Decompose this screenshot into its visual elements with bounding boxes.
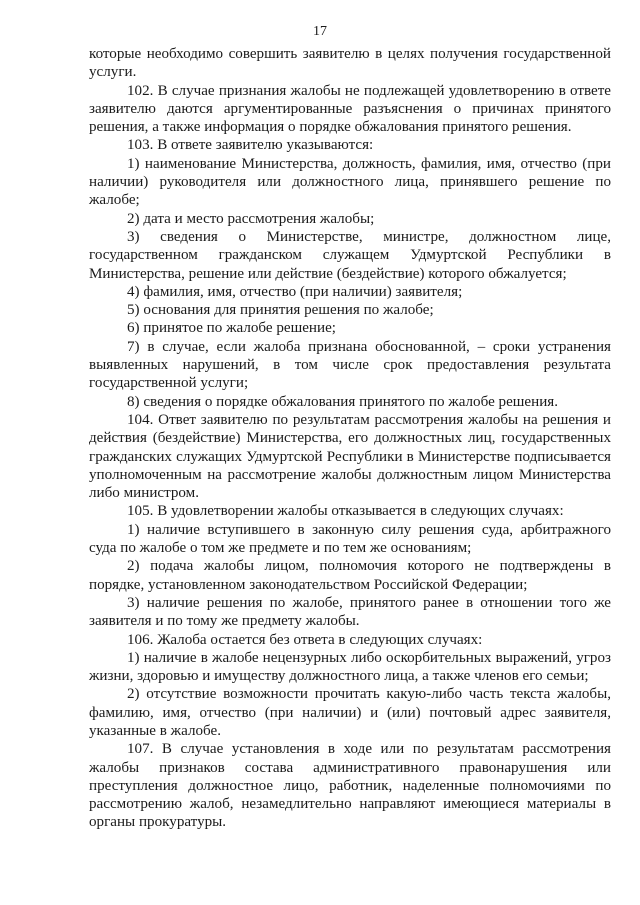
paragraph: 4) фамилия, имя, отчество (при наличии) заявителя; bbox=[127, 283, 463, 300]
paragraph: 3) наличие решения по жалобе, принятого ранее в отношении того же заявителя и по тому же предмету жалобы. bbox=[89, 594, 611, 630]
paragraph: 106. Жалоба остается без ответа в следующих случаях: bbox=[127, 631, 483, 648]
paragraph: 107. В случае установления в ходе или по результатам рассмотрения жалобы признаков состава административного правонарушения или преступления должностное лицо, работник, наделенные полномочиями по рассмотрению жалоб, незамедлительно направляют имеющиеся материалы в органы прокуратуры. bbox=[89, 741, 611, 831]
paragraph: 103. В ответе заявителю указываются: bbox=[127, 137, 374, 154]
paragraph: 5) основания для принятия решения по жалобе; bbox=[127, 302, 434, 319]
document-body bbox=[89, 45, 611, 832]
paragraph: 1) наличие в жалобе нецензурных либо оскорбительных выражений, угроз жизни, здоровью и имуществу должностного лица, а также членов его семьи; bbox=[89, 649, 611, 685]
paragraph: 104. Ответ заявителю по результатам рассмотрения жалобы на решения и действия (бездействие) Министерства, его должностных лиц, государственных гражданских служащих Удмуртской Республики в Министерстве подписывается уполномоченным на рассмотрение жалобы должностным лицом Министерства либо министром. bbox=[89, 411, 611, 502]
paragraph: 1) наличие вступившего в законную силу решения суда, арбитражного суда по жалобе о том же предмете и по тем же основаниям; bbox=[89, 521, 611, 557]
paragraph: 6) принятое по жалобе решение; bbox=[127, 320, 336, 337]
paragraph: 2) подача жалобы лицом, полномочия которого не подтверждены в порядке, установленном законодательством Российской Федерации; bbox=[89, 558, 611, 593]
paragraph: 2) дата и место рассмотрения жалобы; bbox=[127, 210, 375, 227]
paragraph: которые необходимо совершить заявителю в целях получения государственной услуги. bbox=[89, 46, 611, 81]
paragraph: 7) в случае, если жалоба признана обоснованной, – сроки устранения выявленных нарушений, в том числе срок предоставления результата государственной услуги; bbox=[89, 338, 611, 392]
page-number: 17 bbox=[313, 24, 327, 39]
paragraph: 8) сведения о порядке обжалования принятого по жалобе решения. bbox=[127, 393, 558, 410]
paragraph: 3) сведения о Министерстве, министре, должностном лице, государственном гражданском служащем Удмуртской Республики в Министерства, решение или действие (бездействие) которого обжалуется; bbox=[89, 228, 611, 282]
paragraph: 1) наименование Министерства, должность, фамилия, имя, отчество (при наличии) руководителя или должностного лица, принявшего решение по жалобе; bbox=[89, 155, 611, 209]
paragraph: 105. В удовлетворении жалобы отказывается в следующих случаях: bbox=[127, 503, 564, 520]
paragraph: 102. В случае признания жалобы не подлежащей удовлетворению в ответе заявителю даются аргументированные разъяснения о причинах принятого решения, а также информация о порядке обжалования принятого решения. bbox=[89, 82, 611, 136]
paragraph: 2) отсутствие возможности прочитать какую-либо часть текста жалобы, фамилию, имя, отчество (при наличии) и (или) почтовый адрес заявителя, указанные в жалобе. bbox=[89, 686, 611, 739]
